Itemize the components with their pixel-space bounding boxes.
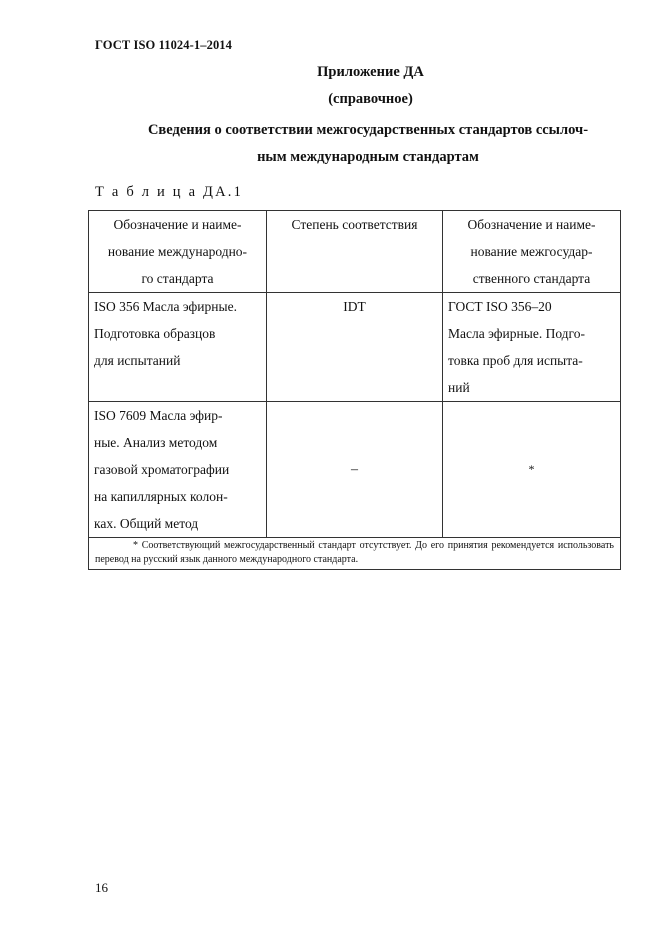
table-row [89, 402, 621, 538]
cell-international-standard: ISO 356 Масла эфирные. Подготовка образцов для испытаний [89, 293, 267, 402]
header-international-standard: Обозначение и наиме- нование международно- го стандарта [89, 211, 267, 293]
appendix-heading [94, 117, 642, 171]
page-number: 16 [95, 880, 108, 895]
table-caption: Т а б л и ц а ДА.1 [95, 184, 244, 200]
cell-international-standard: ISO 7609 Масла эфир- ные. Анализ методом газовой хроматографии на капиллярных колон- ках. Общий метод [89, 402, 267, 538]
appendix-subtitle: (справочное) [328, 91, 413, 107]
footnote-text: * Соответствующий межгосударственный стандарт отсутствует. До его принятия рекомендуется использовать перевод на русский язык данного международного стандарта. [95, 540, 614, 565]
cell-degree: IDT [267, 293, 443, 402]
table-row [89, 293, 621, 402]
table-header-row [89, 211, 621, 293]
correspondence-table-wrapper [88, 210, 620, 570]
document-code: ГОСТ ISO 11024-1–2014 [95, 38, 232, 52]
header-interstate-standard: Обозначение и наиме- нование межгосудар- ственного стандарта [443, 211, 621, 293]
cell-interstate-standard: ГОСТ ISO 356–20 Масла эфирные. Подго- товка проб для испыта- ний [443, 293, 621, 402]
cell-interstate-standard: * [443, 402, 621, 538]
heading-line-1: Сведения о соответствии межгосударственных стандартов ссылоч- [147, 122, 589, 138]
correspondence-table [88, 210, 621, 570]
header-degree-of-correspondence: Степень соответствия [267, 211, 443, 293]
heading-line-2: ным международным стандартам [257, 149, 479, 165]
table-footnote-row [89, 538, 621, 570]
appendix-title: Приложение ДА [317, 64, 424, 80]
cell-degree: – [267, 402, 443, 538]
table-footnote [89, 538, 621, 570]
